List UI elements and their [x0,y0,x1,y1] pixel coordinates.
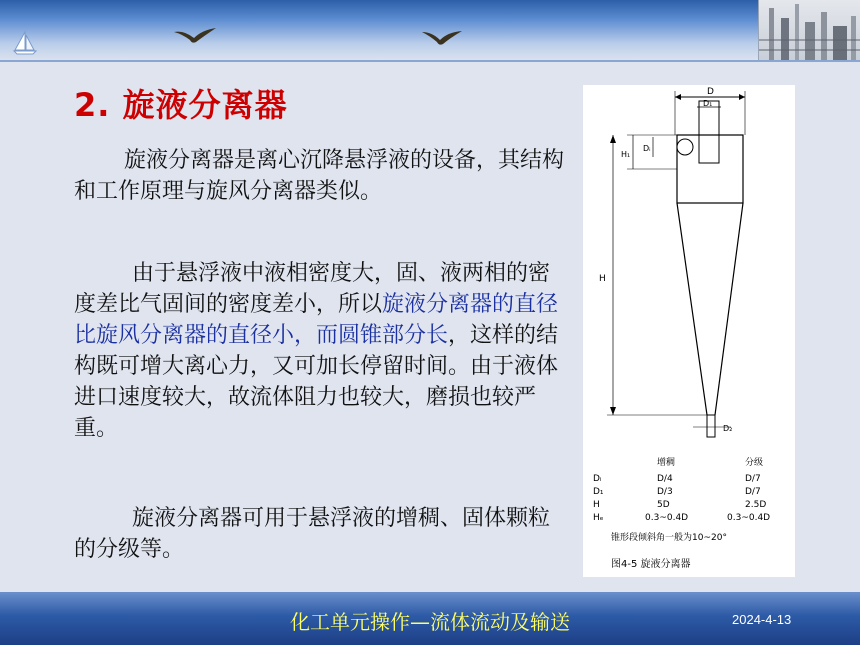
table-cell: Dᵢ [593,474,602,484]
slide-title: 2. 旋液分离器 [74,86,288,124]
figure-caption: 图4-5 旋液分离器 [611,559,691,570]
paragraph-application-text: 旋液分离器可用于悬浮液的增稠、固体颗粒的分级等。 [74,506,551,562]
table-header-classification: 分级 [745,458,764,468]
paragraph-principle-text-1: 由于悬浮液中液相密度大，固、液两相的密度差比气固间的密度差小，所以 [74,261,551,317]
refinery-icon [759,0,860,60]
table-cell: D/7 [745,474,761,484]
paragraph-intro-text: 旋液分离器是离心沉降悬浮液的设备，其结构和工作原理与旋风分离器类似。 [74,148,565,204]
dim-d-label: D [707,87,714,97]
sailboat-icon [12,30,38,56]
dim-h-label: H [599,274,606,284]
highlighted-text: 旋液分离器的直径比旋风分离器的直径小，而圆锥部分长 [74,292,559,348]
hydrocyclone-figure [583,85,795,577]
table-cell: D/3 [657,487,673,497]
table-header-thickening: 增稠 [657,458,676,468]
bird-icon [172,26,218,46]
table-cell: Hₑ [593,513,604,523]
bird-icon [420,28,464,48]
refinery-photo [758,0,860,60]
footer-bar [0,592,860,645]
paragraph-application [74,503,564,565]
dim-h1-label: H₁ [621,150,631,159]
cone-angle-note: 锥形段倾斜角一般为10~20° [611,533,727,543]
header-divider [0,60,860,62]
table-cell: 2.5D [745,500,767,510]
table-cell: 0.3~0.4D [727,513,771,523]
paragraph-principle-text-2: ，这样的结构既可增大离心力，又可加长停留时间。由于液体进口速度较大，故流体阻力也较大，磨损也较严重。 [74,323,559,441]
table-cell: 5D [657,500,670,510]
table-cell: 0.3~0.4D [645,513,689,523]
table-cell: H [593,500,600,510]
paragraph-intro [74,145,564,207]
hydrocyclone-diagram [583,85,795,577]
paragraph-principle [74,258,564,444]
footer-date: 2024-4-13 [732,612,792,627]
dim-d1-label: D₁ [703,99,713,108]
table-cell: D₁ [593,487,604,497]
footer-course-title: 化工单元操作—流体流动及输送 [290,610,570,634]
table-cell: D/4 [657,474,673,484]
dim-di-label: Dᵢ [643,144,651,153]
dim-d2-label: D₂ [723,424,733,433]
table-cell: D/7 [745,487,761,497]
